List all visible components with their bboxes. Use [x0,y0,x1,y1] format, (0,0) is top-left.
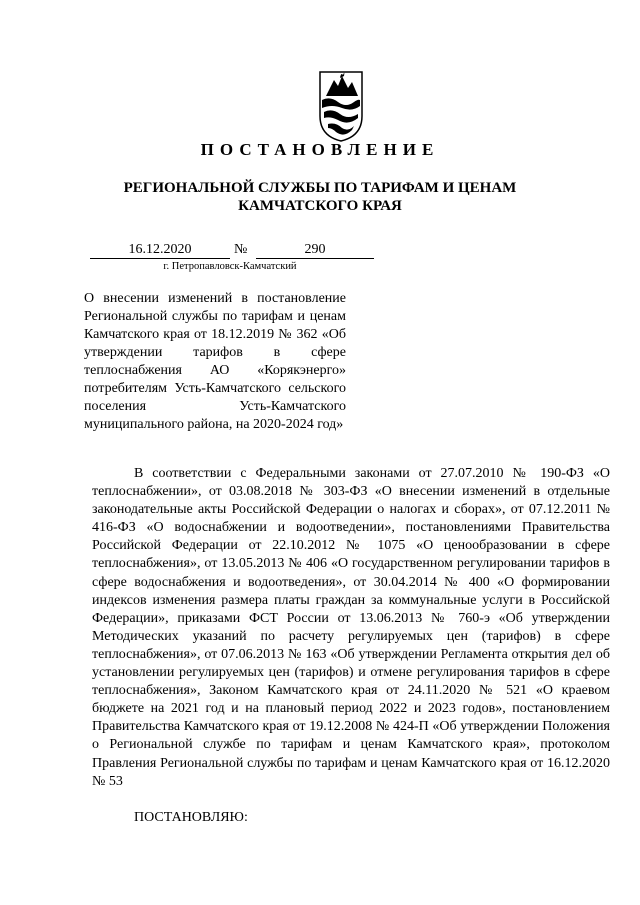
number-sign: № [234,242,248,257]
document-type-title: ПОСТАНОВЛЕНИЕ [200,140,440,159]
agency-name: РЕГИОНАЛЬНОЙ СЛУЖБЫ ПО ТАРИФАМ И ЦЕНАМ КАМЧАТСКОГО КРАЯ [123,180,517,214]
body-paragraph: В соответствии с Федеральными законами от 27.07.2010 № 190-ФЗ «О теплоснабжении», от 03.08.2018 № 303-ФЗ «О внесении изменений в отдельные законодательные акты Российской Федерации о налогах и сборах», от 07.12.2011 № 416-ФЗ «О водоснабжении и водоотведении», постановлениями Правительства Российской Федерации от 22.10.2012 № 1075 «О ценообразовании в сфере теплоснабжения», от 13.05.2013 № 406 «О государственном регулировании тарифов в сфере водоснабжения и водоотведения», от 30.04.2014 № 400 «О формировании индексов изменения размера платы граждан за коммунальные услуги в Российской Федерации», приказами ФСТ России от 13.06.2013 № 760-э «Об утверждении Методических указаний по расчету регулируемых цен (тарифов) в сфере теплоснабжения», от 07.06.2013 № 163 «Об утверждении Регламента открытия дел об установлении регулируемых цен (тарифов) и отмене регулирования тарифов в сфере теплоснабжения», Законом Камчатского края от 24.11.2020 № 521 «О краевом бюджете на 2021 год и на плановый период 2022 и 2023 годов», постановлением Правительства Камчатского края от 19.12.2008 № 424-П «Об утверждении Положения о Региональной службе по тарифам и ценам Камчатского края», протоколом Правления Региональной службы по тарифам и ценам Камчатского края от 16.12.2020 № 53 [92,466,610,789]
document-number: 290 [256,241,374,259]
document-subject: О внесении изменений в постановление Региональной службы по тарифам и ценам Камчатского края от 18.12.2019 № 362 «Об утверждении тарифов в сфере теплоснабжения АО «Корякэнерго» потребителям Усть-Камчатского сельского поселения Усть-Камчатского муниципального района, на 2020-2024 год» [84,291,346,432]
kamchatka-coat-of-arms-icon [318,66,364,142]
document-date: 16.12.2020 [90,241,230,259]
city-name: г. Петропавловск-Камчатский [163,261,297,272]
resolve-heading: ПОСТАНОВЛЯЮ: [134,810,248,825]
